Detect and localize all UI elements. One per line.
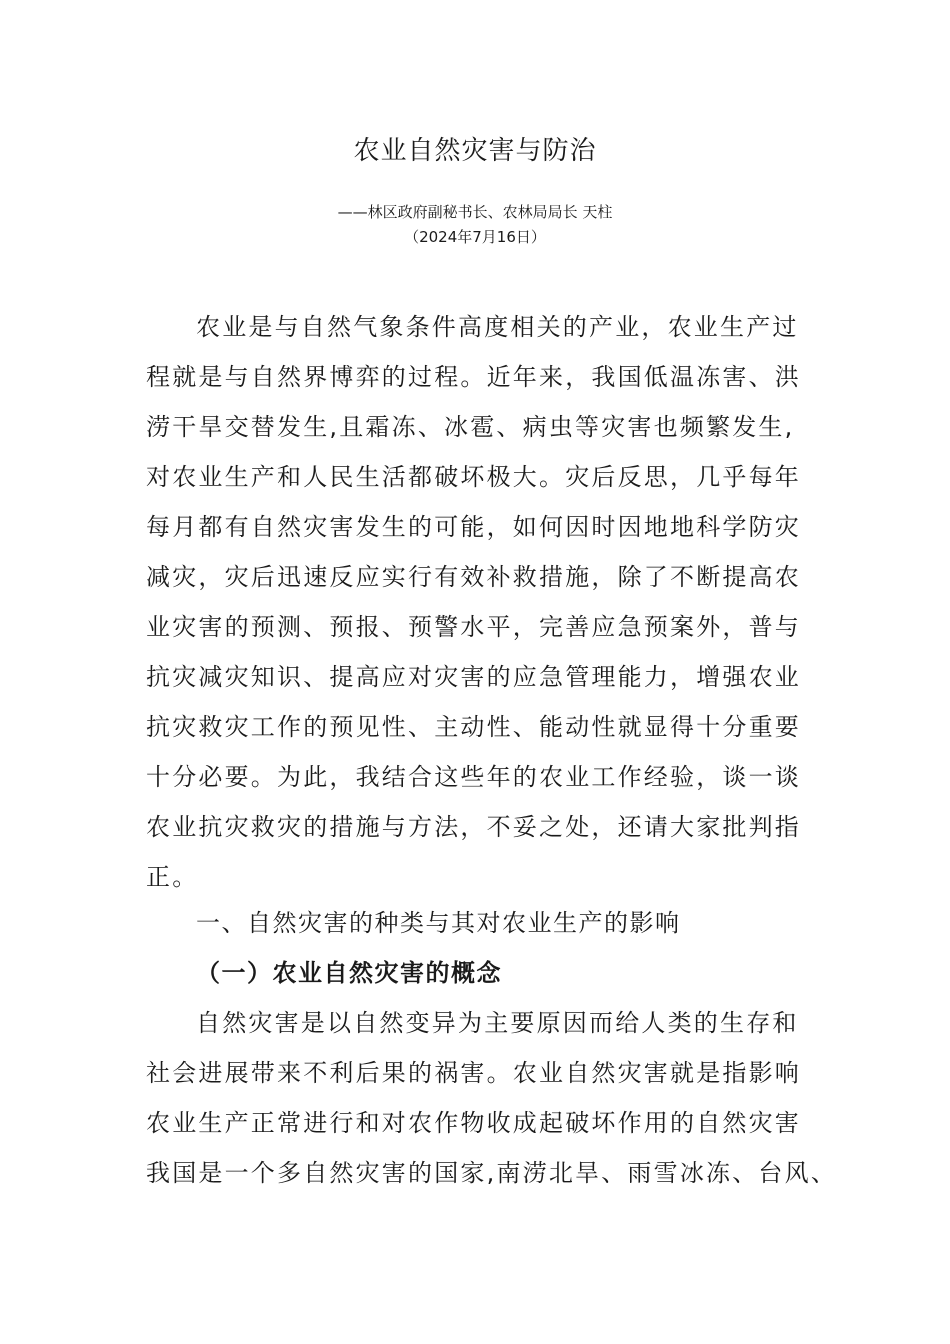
paragraph-line: 农业抗灾救灾的措施与方法，不妥之处，还请大家批判指 — [146, 813, 801, 841]
paragraph-line: 自然灾害是以自然变异为主要原因而给人类的生存和 — [196, 1009, 799, 1037]
paragraph-line: 涝干旱交替发生,且霜冻、冰雹、病虫等灾害也频繁发生, — [146, 413, 795, 441]
section-heading: 一、自然灾害的种类与其对农业生产的影响 — [196, 909, 681, 937]
paragraph-line: 十分必要。为此，我结合这些年的农业工作经验，谈一谈 — [146, 763, 801, 791]
subsection-heading: （一）农业自然灾害的概念 — [196, 959, 502, 987]
paragraph-line: 农业是与自然气象条件高度相关的产业，农业生产过 — [196, 313, 799, 341]
paragraph-line: 抗灾救灾工作的预见性、主动性、能动性就显得十分重要 — [146, 713, 801, 741]
paragraph-line: 每月都有自然灾害发生的可能，如何因时因地地科学防灾 — [146, 513, 801, 541]
paragraph-concept — [146, 998, 838, 1198]
paragraph-line: 业灾害的预测、预报、预警水平，完善应急预案外，普与 — [146, 613, 801, 641]
paragraph-line: 对农业生产和人民生活都破坏极大。灾后反思，几乎每年 — [146, 463, 801, 491]
document-date: （2024年7月16日） — [404, 228, 546, 246]
paragraph-line: 正。 — [146, 863, 199, 891]
paragraph-line: 农业生产正常进行和对农作物收成起破坏作用的自然灾害 — [146, 1109, 801, 1137]
paragraph-line: 减灾，灾后迅速反应实行有效补救措施，除了不断提高农 — [146, 563, 801, 591]
paragraph-line: 抗灾减灾知识、提高应对灾害的应急管理能力，增强农业 — [146, 663, 801, 691]
paragraph-line: 社会进展带来不利后果的祸害。农业自然灾害就是指影响 — [146, 1059, 801, 1087]
document-title: 农业自然灾害与防治 — [353, 136, 597, 166]
paragraph-line: 我国是一个多自然灾害的国家,南涝北旱、雨雪冰冻、台风、 — [146, 1159, 838, 1187]
paragraph-intro — [146, 302, 806, 902]
document-byline: ——林区政府副秘书长、农林局局长 天柱 — [337, 203, 613, 221]
paragraph-line: 程就是与自然界博弈的过程。近年来，我国低温冻害、洪 — [146, 363, 801, 391]
